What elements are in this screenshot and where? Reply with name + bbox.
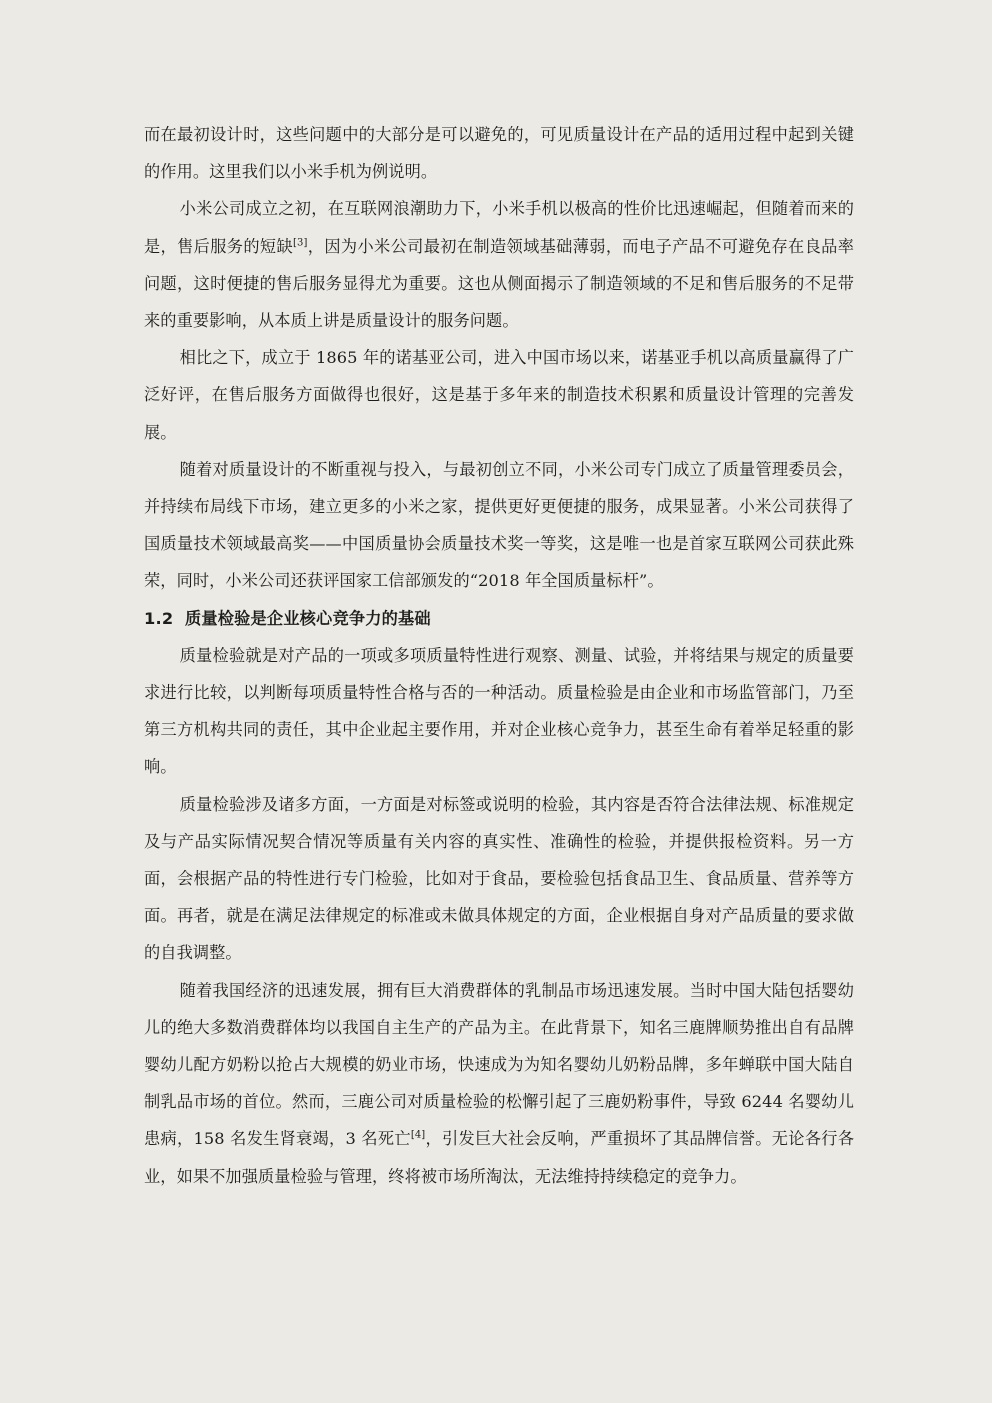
paragraph-xiaomi-quality-committee: 随着对质量设计的不断重视与投入，与最初创立不同，小米公司专门成立了质量管理委员会，并持续布局线下市场，建立更多的小米之家，提供更好更便捷的服务，成果显著。小米公司获得了国质量技术领域最高奖——中国质量协会质量技术奖一等奖，这是唯一也是首家互联网公司获此殊荣，同时，小米公司还获评国家工信部颁发的“2018 年全国质量标杆”。 bbox=[144, 459, 854, 591]
paragraph-inspection-aspects: 质量检验涉及诸多方面，一方面是对标签或说明的检验，其内容是否符合法律法规、标准规定及与产品实际情况契合情况等质量有关内容的真实性、准确性的检验，并提供报检资料。另一方面，会根据产品的特性进行专门检验，比如对于食品，要检验包括食品卫生、食品质量、营养等方面。再者，就是在满足法律规定的标准或未做具体规定的方面，企业根据自身对产品质量的要求做的自我调整。 bbox=[144, 794, 854, 963]
paragraph-text-part: 小米公司成立之初，在互联网浪潮助力下，小米手机以极高的性价比迅速崛起，但随着而来的是，售后服务的短缺 bbox=[144, 199, 854, 256]
paragraph-text-part: 随着我国经济的迅速发展，拥有巨大消费群体的乳制品市场迅速发展。当时中国大陆包括婴幼儿的绝大多数消费群体均以我国自主生产的产品为主。在此背景下，知名三鹿牌顺势推出自有品牌婴幼儿配方奶粉以抢占大规模的奶业市场，快速成为为知名婴幼儿奶粉品牌，多年蝉联中国大陆自制乳品市场的首位。然而，三鹿公司对质量检验的松懈引起了三鹿奶粉事件，导致 6244 名婴幼儿患病，158 名发生肾衰竭，3 名死亡 bbox=[144, 980, 854, 1149]
section-heading-1-2 bbox=[144, 600, 854, 637]
footnote-ref-3: [3] bbox=[293, 237, 308, 249]
paragraph-sanlu-case bbox=[144, 972, 854, 1195]
paragraph-nokia-comparison: 相比之下，成立于 1865 年的诺基亚公司，进入中国市场以来，诺基亚手机以高质量赢得了广泛好评，在售后服务方面做得也很好，这是基于多年来的制造技术积累和质量设计管理的完善发展。 bbox=[144, 348, 854, 442]
section-number: 1.2 bbox=[144, 608, 174, 628]
footnote-ref-4: [4] bbox=[410, 1130, 426, 1142]
section-title: 质量检验是企业核心竞争力的基础 bbox=[184, 608, 431, 628]
paragraph-inspection-definition: 质量检验就是对产品的一项或多项质量特性进行观察、测量、试验，并将结果与规定的质量要求进行比较，以判断每项质量特性合格与否的一种活动。质量检验是由企业和市场监管部门，乃至第三方机构共同的责任，其中企业起主要作用，并对企业核心竞争力，甚至生命有着举足轻重的影响。 bbox=[144, 645, 854, 777]
page-content bbox=[144, 116, 854, 1195]
paragraph-xiaomi-founding bbox=[144, 190, 854, 339]
paragraph-text-part: ，引发巨大社会反响，严重损坏了其品牌信誉。无论各行各业，如果不加强质量检验与管理，终将被市场所淘汰，无法维持持续稳定的竞争力。 bbox=[144, 1129, 854, 1186]
paragraph-text-part: ，因为小米公司最初在制造领域基础薄弱，而电子产品不可避免存在良品率问题，这时便捷的售后服务显得尤为重要。这也从侧面揭示了制造领域的不足和售后服务的不足带来的重要影响，从本质上讲是质量设计的服务问题。 bbox=[144, 236, 854, 331]
paragraph-intro: 而在最初设计时，这些问题中的大部分是可以避免的，可见质量设计在产品的适用过程中起到关键的作用。这里我们以小米手机为例说明。 bbox=[144, 125, 854, 182]
